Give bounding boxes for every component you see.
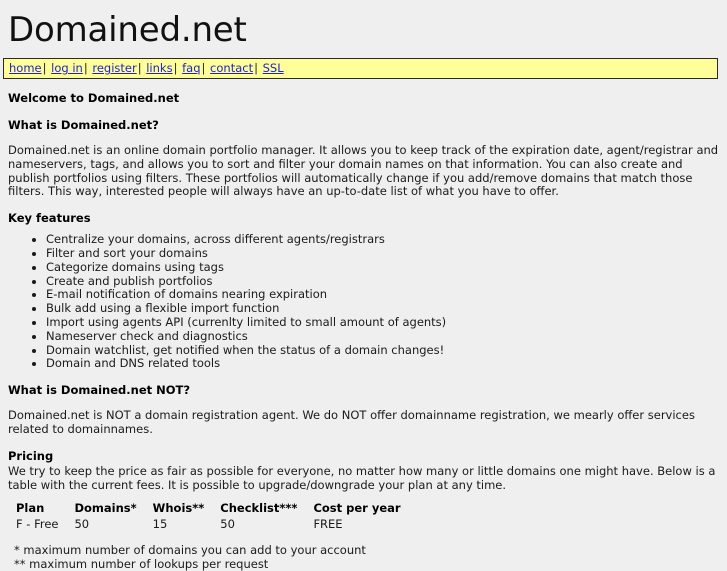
column-header-plan: Plan [16, 501, 45, 516]
nav-link-links[interactable]: links [146, 61, 173, 75]
column-header-domains: Domains* [74, 501, 137, 516]
pricing-paragraph: We try to keep the price as fair as possible for everyone, no matter how many or little domains one might have. Below is a table with the current fees. It is possible to upgrade/downgrade your plan at any time. [8, 463, 716, 492]
nav-separator: | [254, 61, 258, 75]
nav-separator: | [83, 61, 88, 75]
footnote-whois: ** maximum number of lookups per request [14, 557, 269, 571]
column-header-cost-per-year: Cost per year [313, 501, 401, 516]
table-header-row [10, 501, 411, 517]
cell-cost: FREE [313, 517, 343, 532]
list-item: • Domain watchlist, get notified when the status of a domain changes! [46, 344, 719, 358]
nav-separator: | [201, 61, 206, 75]
nav-link-contact[interactable]: contact [210, 61, 254, 75]
pricing-table [10, 501, 411, 531]
list-item: • Filter and sort your domains [46, 247, 719, 261]
list-item: • Categorize domains using tags [46, 261, 719, 275]
pricing-footnotes [10, 543, 719, 571]
nav-separator: | [137, 61, 142, 75]
nav-link-register[interactable]: register [92, 61, 137, 75]
what-is-not-paragraph: Domained.net is NOT a domain registration agent. We do NOT offer domainname registration, we mearly offer services related to domainnames. [8, 408, 695, 436]
list-item: • Bulk add using a flexible import function [46, 302, 719, 316]
column-header-whois: Whois** [152, 501, 205, 516]
main-content [0, 91, 727, 571]
page-title: Domained.net [8, 10, 247, 50]
list-item: • E-mail notification of domains nearing expiration [46, 288, 719, 302]
list-item: • Nameserver check and diagnostics [46, 330, 719, 344]
nav-link-faq[interactable]: faq [182, 61, 201, 75]
cell-domains: 50 [74, 517, 90, 532]
cell-plan: F - Free [16, 517, 59, 532]
table-row [10, 517, 411, 531]
column-header-checklist: Checklist*** [220, 501, 298, 516]
nav-link-home[interactable]: home [9, 61, 42, 75]
what-is-paragraph: Domained.net is an online domain portfolio manager. It allows you to keep track of the expiration date, agent/registrar and nameservers, tags, and allows you to sort and filter your domain names on that information. You can also create and publish portfolios using filters. These portfolios will automatically change if you add/remove domains that match those filters. This way, interested people will always have an up-to-date list of what you have to offer. [8, 143, 719, 199]
list-item: • Create and publish portfolios [46, 275, 719, 289]
main-navigation [3, 58, 718, 79]
key-features-list [8, 233, 719, 371]
what-is-not-heading: What is Domained.net NOT? [8, 383, 191, 398]
nav-separator: | [173, 61, 178, 75]
what-is-heading: What is Domained.net? [8, 118, 159, 132]
cell-checklist: 50 [220, 517, 235, 532]
list-item: • Import using agents API (currenlty limited to small amount of agents) [46, 316, 719, 330]
pricing-heading: Pricing [8, 448, 54, 463]
cell-whois: 15 [152, 517, 168, 532]
nav-link-log-in[interactable]: log in [51, 61, 83, 75]
welcome-heading: Welcome to Domained.net [8, 91, 180, 105]
nav-link-ssl[interactable]: SSL [262, 61, 284, 75]
list-item: • Domain and DNS related tools [46, 357, 719, 371]
key-features-heading: Key features [8, 211, 91, 226]
nav-separator: | [42, 61, 47, 75]
footnote-domains: * maximum number of domains you can add to your account [14, 543, 366, 558]
list-item: • Centralize your domains, across different agents/registrars [46, 233, 719, 247]
